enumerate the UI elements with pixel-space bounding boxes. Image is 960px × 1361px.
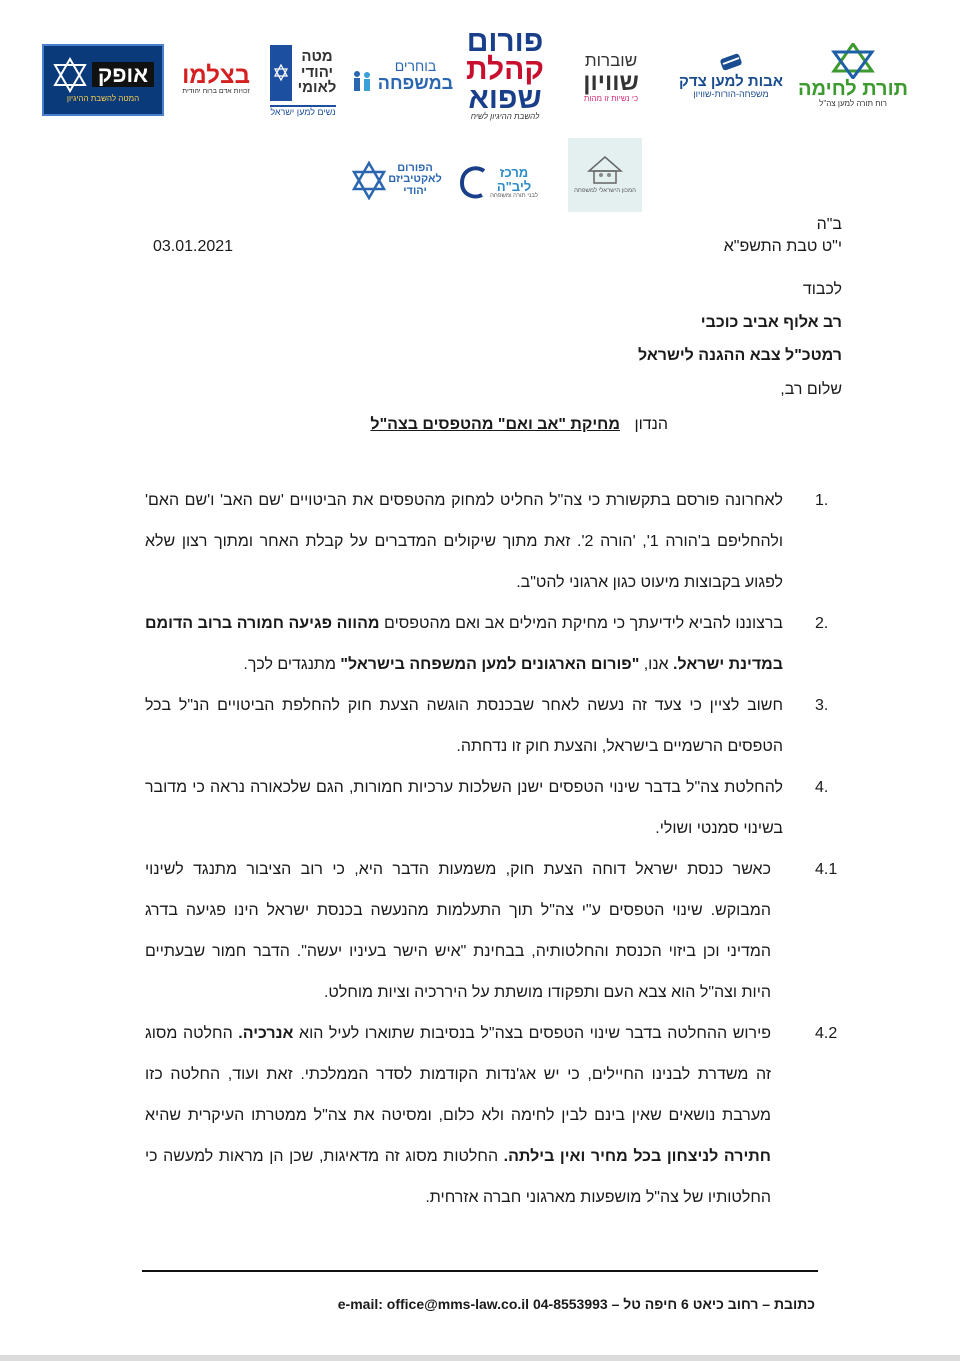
flag-icon <box>270 45 292 101</box>
merkaz-line1: מרכז <box>499 165 529 181</box>
recipient-title: רמטכ"ל צבא ההגנה לישראל <box>637 347 842 364</box>
shovrot-name: שוברות <box>584 51 638 71</box>
house-icon <box>587 155 623 185</box>
item-text: פירוש ההחלטה בדבר שינוי הטפסים בצה"ל בנסיבות שתוארו לעיל הוא <box>293 1025 772 1042</box>
greeting: שלום רב, <box>780 381 842 398</box>
betzalmo-name: בצלמו <box>182 61 250 89</box>
star-of-david-icon <box>352 160 386 200</box>
item-bold: מהווה פגיעה חמורה ברוב הדומם במדינת ישראל. <box>145 615 783 673</box>
bocharim-logo <box>354 48 454 104</box>
list-item: 2. ברצוננו להביא לידיעתך כי מחיקת המילים אב ואם מהטפסים מהווה פגיעה חמורה ברוב הדומם במדינת ישראל. אנו, "פורום הארגונים למען המשפחה בישראל" מתנגדים לכך. <box>145 615 829 673</box>
item-text: להחלטת צה"ל בדבר שינוי הטפסים ישנן השלכות ערכיות חמורות, הגם שלכאורה נראה כי מדובר בשינוי סמנטי ושולי. <box>145 779 783 837</box>
avot-logo <box>676 40 786 110</box>
forum-line2: קהלת <box>466 53 544 87</box>
bocharim-line2: במשפחה <box>377 72 454 93</box>
item-text: ברצוננו להביא לידיעתך כי מחיקת המילים אב ואם מהטפסים <box>379 615 783 632</box>
israeli-family-sub: המכון הישראלי למשפחה <box>574 188 636 195</box>
forum-line3: שפוא <box>468 81 542 115</box>
bocharim-line1: בוחרים <box>394 58 437 75</box>
torat-name: תורת לחימה <box>798 78 908 101</box>
merkaz-line2: ליב"ה <box>496 178 532 194</box>
bh-mark: ב"ה <box>816 216 842 233</box>
avot-name: אבות למען צדק <box>679 73 783 91</box>
item-text: כאשר כנסת ישראל דוחה הצעת חוק, משמעות הדבר היא, כי רוב הציבור מתנגד לשינוי המבוקש. שינוי הטפסים ע"י צה"ל תוך התעלמות מהנעשה בכנסת ישראל הינו פגיעה בדרג המדיני וכן ביזוי הכנסת והחלטותיה, בבחינת "איש הישר בעיניו יעשה". הדבר חמור שבעתיים היות וצה"ל הוא צבא העם ותפקודו מושתת על היררכיה וציות מוחלט. <box>145 861 771 1001</box>
footer-contact: כתובת – רחוב כיאט 6 חיפה טל – 04-8553993 e-mail: office@mms-law.co.il <box>337 1296 815 1312</box>
family-icon <box>351 69 375 93</box>
item-bold: חתירה לניצחון בכל מחיר ואין בילתה. <box>503 1148 771 1165</box>
avot-sub: משפחה-הורות-שוויון <box>693 88 769 99</box>
mate-yehudi-logo <box>264 38 342 124</box>
recipient-name: רב אלוף אביב כוכבי <box>700 314 842 331</box>
letter-body <box>145 480 838 1218</box>
item-text: חשוב לציין כי צעד זה נעשה לאחר שבכנסת הוגשה הצעת חוק להחלפת הביטויים הנ"ל בכל הטפסים הרשמיים בישראל, והצעת חוק זו נדחתה. <box>145 697 783 755</box>
israeli-family-logo <box>568 138 642 212</box>
page-bottom-edge <box>0 1355 960 1361</box>
subject-text: מחיקת "אב ואם" מהטפסים בצה"ל <box>370 416 620 433</box>
merkaz-sub: לבני תורה ומשפחה <box>490 193 538 200</box>
activism-line1: הפורום <box>397 161 433 174</box>
shovrot-sub: כי נשיות זו מהות <box>583 94 639 104</box>
activism-line3: יהודי <box>403 184 427 197</box>
star-of-david-icon <box>831 43 875 79</box>
torat-sub: רוח תורה למען צה"ל <box>819 99 887 109</box>
item-bold: "פורום הארגונים למען המשפחה בישראל" <box>340 656 640 673</box>
item-bold: אנרכיה. <box>238 1025 294 1042</box>
betzalmo-sub: זכויות אדם ברוח יהודית <box>182 87 250 95</box>
ofek-logo <box>42 44 164 116</box>
shovrot-logo <box>558 46 664 110</box>
list-item: 4. להחלטת צה"ל בדבר שינוי הטפסים ישנן השלכות ערכיות חמורות, הגם שלכאורה נראה כי מדובר בשינוי סמנטי ושולי. <box>145 779 829 837</box>
list-item: 1. לאחרונה פורסם בתקשורת כי צה"ל החליט למחוק מהטפסים את הביטויים 'שם האב' ו'שם האם' ולהחליפם ב'הורה 1', 'הורה 2'. זאת מתוך שיקולים המדברים על קבלת האחר ומתוך רצון שלא לפגוע בקבוצות מיעוט כגון ארגוני להט"ב. <box>145 492 829 591</box>
scales-icon <box>717 50 745 74</box>
sub-list-item: 4.1 כאשר כנסת ישראל דוחה הצעת חוק, משמעות הדבר היא, כי רוב הציבור מתנגד לשינוי המבוקש. שינוי הטפסים ע"י צה"ל תוך התעלמות מהנעשה בכנסת ישראל הינו פגיעה בדרג המדיני וכן ביזוי הכנסת והחלטותיה, בבחינת "איש הישר בעיניו יעשה". הדבר חמור שבעתיים היות וצה"ל הוא צבא העם ותפקודו מושתת על היררכיה וציות מוחלט. <box>145 861 838 1001</box>
torat-lechima-logo <box>794 36 912 116</box>
forum-activism-logo <box>352 152 442 208</box>
mate-line3: לאומי <box>297 79 337 97</box>
subject-label: הנדון <box>634 416 668 433</box>
sub-list-item: 4.2 פירוש ההחלטה בדבר שינוי הטפסים בצה"ל בנסיבות שתוארו לעיל הוא אנרכיה. החלטה מסוג זה משדרת לבנינו החיילים, כי יש אג'נדות הקודמות לסדר הממלכתי. זאת ועוד, החלטה כזו מערבת נושאים שאין בינם לבין לחימה ולא כלום, ומסיטה את צה"ל ממטרתו העיקרית שהיא חתירה לניצחון בכל מחיר ואין בילתה. החלטות מסוג זה מדאיגות, שכן הן מראות למעשה כי החלטותיו של צה"ל מושפעות מארגוני חברה אזרחית. <box>145 1025 838 1206</box>
ofek-sub: המטה להשבת ההיגיון <box>66 93 140 103</box>
subject-line <box>370 416 668 434</box>
letter-date: 03.01.2021 <box>153 238 234 255</box>
logo-row-bottom <box>30 138 930 218</box>
footer-divider <box>142 1270 818 1272</box>
mate-sub: נשים למען ישראל <box>270 106 336 117</box>
hebrew-date: י"ט טבת התשפ"א <box>723 238 842 255</box>
mate-line2: יהודי <box>300 63 334 81</box>
list-item: 3. חשוב לציין כי צעד זה נעשה לאחר שבכנסת הוגשה הצעת חוק להחלפת הביטויים הנ"ל בכל הטפסים הרשמיים בישראל, והצעת חוק זו נדחתה. <box>145 697 829 755</box>
heart-icon <box>458 165 488 201</box>
activism-line2: לאקטיביזם <box>388 173 442 186</box>
logo-row-top <box>30 24 930 134</box>
forum-sub: להשבת ההיגיון לשיח <box>470 112 540 122</box>
item-text: לאחרונה פורסם בתקשורת כי צה"ל החליט למחוק מהטפסים את הביטויים 'שם האב' ו'שם האם' ולהחליפם ב'הורה 1', 'הורה 2'. זאת מתוך שיקולים המדברים על קבלת האחר ומתוך רצון שלא לפגוע בקבוצות מיעוט כגון ארגוני להט"ב. <box>145 492 784 591</box>
mate-line1: מטה <box>301 47 333 65</box>
ofek-name: אופק <box>92 62 154 87</box>
to-label: לכבוד <box>802 281 842 298</box>
betzalmo-logo <box>176 54 256 104</box>
shovrot-name2: שוויון <box>583 68 639 96</box>
forum-line1: פורום <box>466 24 544 58</box>
forum-logo <box>462 24 548 126</box>
star-of-david-icon <box>52 57 88 93</box>
merkaz-liba-logo <box>454 156 542 210</box>
